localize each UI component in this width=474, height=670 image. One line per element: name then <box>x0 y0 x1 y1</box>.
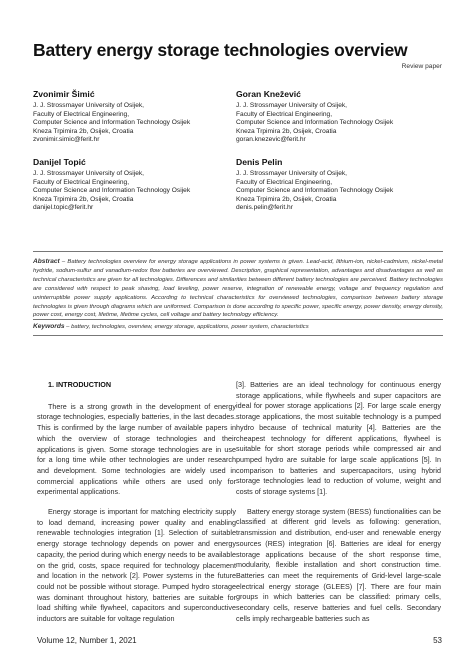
body-paragraph: [3]. Batteries are an ideal technology for continuous energy storage applications, while flywheels and super capacitors are ideal for power storage applications [2]. For large scale energy storage applications, the most suitable technology is a pumped hydro because of technical maturity [4]. Batteries are the cheapest technology for different applications, flywheel is suitable for short storage periods while compressed air and pumped hydro are suitable for large scale applications [5]. In comparison to batteries and supercapacitors, using hybrid storage technologies lead to reduction of volume, weight and costs of storage systems [1]. <box>236 380 441 497</box>
author-affiliation-line: Kneza Trpimira 2b, Osijek, Croatia <box>236 195 337 203</box>
author-block <box>33 157 243 213</box>
paper-title: Battery energy storage technologies overview <box>33 40 408 60</box>
author-affiliation-line: Faculty of Electrical Engineering, <box>236 178 333 186</box>
author-block <box>236 89 446 145</box>
author-name: Zvonimir Šimić <box>33 89 95 99</box>
abstract-text: – Battery technologies overview for energy storage applications in power systems is given. Lead-acid, lithium-ion, nickel-cadmium, nickel-metal hydride, sodium-sulfur and vanadium-redox flow batteries are overviewed. Description, graphical representation, advantages and disadvantages as well as technical characteristics are given for all technologies. Differences and similarities between different battery technologies are perceived. Battery technologies are considered with respect to peak shaving, load leveling, power reserve, integration of renewable energy, voltage and frequency regulation and uninterruptible power supply applications. According to technical characteristics for overviewed technologies, comparison between battery storage technologies is given through diagrams which are uniformed. Comparison is done according to specific power, specific energy, power density, energy density, power cost, energy cost, lifetime, lifetime cycles, cell voltage and battery technology efficiency. <box>33 259 443 319</box>
author-affiliation-line: Computer Science and Information Technology Osijek <box>33 187 191 194</box>
body-paragraph: Battery energy storage system (BESS) functionalities can be classified at different grid levels as following: generation, transmission and distribution, end-user and renewable energy sources (RES) integration [6]. Batteries are ideal for energy storage applications because of the short response time, modularity, flexible installation and short construction time. Batteries can meet the requirements of Grid-level large-scale electrical energy storage (GLEES) [7]. There are four main groups in which batteries can be classified: primary cells, secondary cells, reserve batteries and fuel cells. Secondary cells imply rechargeable batteries such as <box>236 506 441 623</box>
abstract <box>33 258 443 320</box>
author-affiliation-line: Kneza Trpimira 2b, Osijek, Croatia <box>33 195 134 203</box>
page-number: 53 <box>433 636 442 645</box>
author-email[interactable]: denis.pelin@ferit.hr <box>236 204 293 211</box>
author-affiliation-line: Computer Science and Information Technology Osijek <box>236 119 394 126</box>
abstract-bottom-rule <box>33 319 443 320</box>
author-affiliation-line: Faculty of Electrical Engineering, <box>236 110 333 118</box>
keywords-text: – battery, technologies, overview, energy storage, applications, power system, characteristics <box>64 324 309 330</box>
author-affiliation-line: Kneza Trpimira 2b, Osijek, Croatia <box>33 127 134 135</box>
body-column-left <box>37 380 236 634</box>
author-name: Goran Knežević <box>236 89 301 99</box>
author-name: Denis Pelin <box>236 157 283 167</box>
author-affiliation-line: J. J. Strossmayer University of Osijek, <box>236 170 348 177</box>
author-email[interactable]: zvonimir.simic@ferit.hr <box>33 136 100 143</box>
author-affiliation-line: Computer Science and Information Technology Osijek <box>236 187 394 194</box>
author-affiliation-line: Kneza Trpimira 2b, Osijek, Croatia <box>236 127 337 135</box>
body-paragraph: There is a strong growth in the development of energy storage technologies, especially batteries, in the last decades. This is confirmed by the large number of available papers in which the overview of storage technologies and their applications is given. Some storage technologies are in use for a long time while other technologies are under research and development. Some technologies are widely used in commercial applications while others are used only for experimental applications. <box>37 401 236 497</box>
author-affiliation-line: Faculty of Electrical Engineering, <box>33 110 130 118</box>
author-email[interactable]: danijel.topic@ferit.hr <box>33 204 94 211</box>
author-email[interactable]: goran.knezevic@ferit.hr <box>236 136 306 143</box>
body-paragraph: Energy storage is important for matching electricity supply to load demand, increasing power quality and enabling renewable technologies integration [1]. Selection of suitable energy storage technology depends on power and energy capacity, the period during which energy needs to be available on the grid, costs, space required for technology placement and location in the network [2]. Power systems in the future could not be possible without storage. Pumped hydro storage was dominant throughout history, batteries are suitable for load shifting while flywheel, capacitors and superconductive inductors are suitable for voltage regulation <box>37 507 236 624</box>
keywords <box>33 323 443 331</box>
abstract-label: Abstract <box>33 258 60 265</box>
author-name: Danijel Topić <box>33 157 86 167</box>
author-affiliation-line: J. J. Strossmayer University of Osijek, <box>33 102 145 109</box>
author-affiliation-line: J. J. Strossmayer University of Osijek, <box>33 170 145 177</box>
abstract-top-rule <box>33 251 443 252</box>
author-block <box>236 157 446 213</box>
footer-volume: Volume 12, Number 1, 2021 <box>37 636 137 645</box>
keywords-bottom-rule <box>33 335 443 336</box>
author-affiliation-line: Faculty of Electrical Engineering, <box>33 178 130 186</box>
author-affiliation-line: J. J. Strossmayer University of Osijek, <box>236 102 348 109</box>
paper-type-label: Review paper <box>401 63 442 70</box>
section-heading: 1. INTRODUCTION <box>48 380 112 389</box>
keywords-label: Keywords <box>33 323 65 330</box>
author-affiliation-line: Computer Science and Information Technology Osijek <box>33 119 191 126</box>
author-block <box>33 89 243 145</box>
body-column-right <box>236 380 441 633</box>
